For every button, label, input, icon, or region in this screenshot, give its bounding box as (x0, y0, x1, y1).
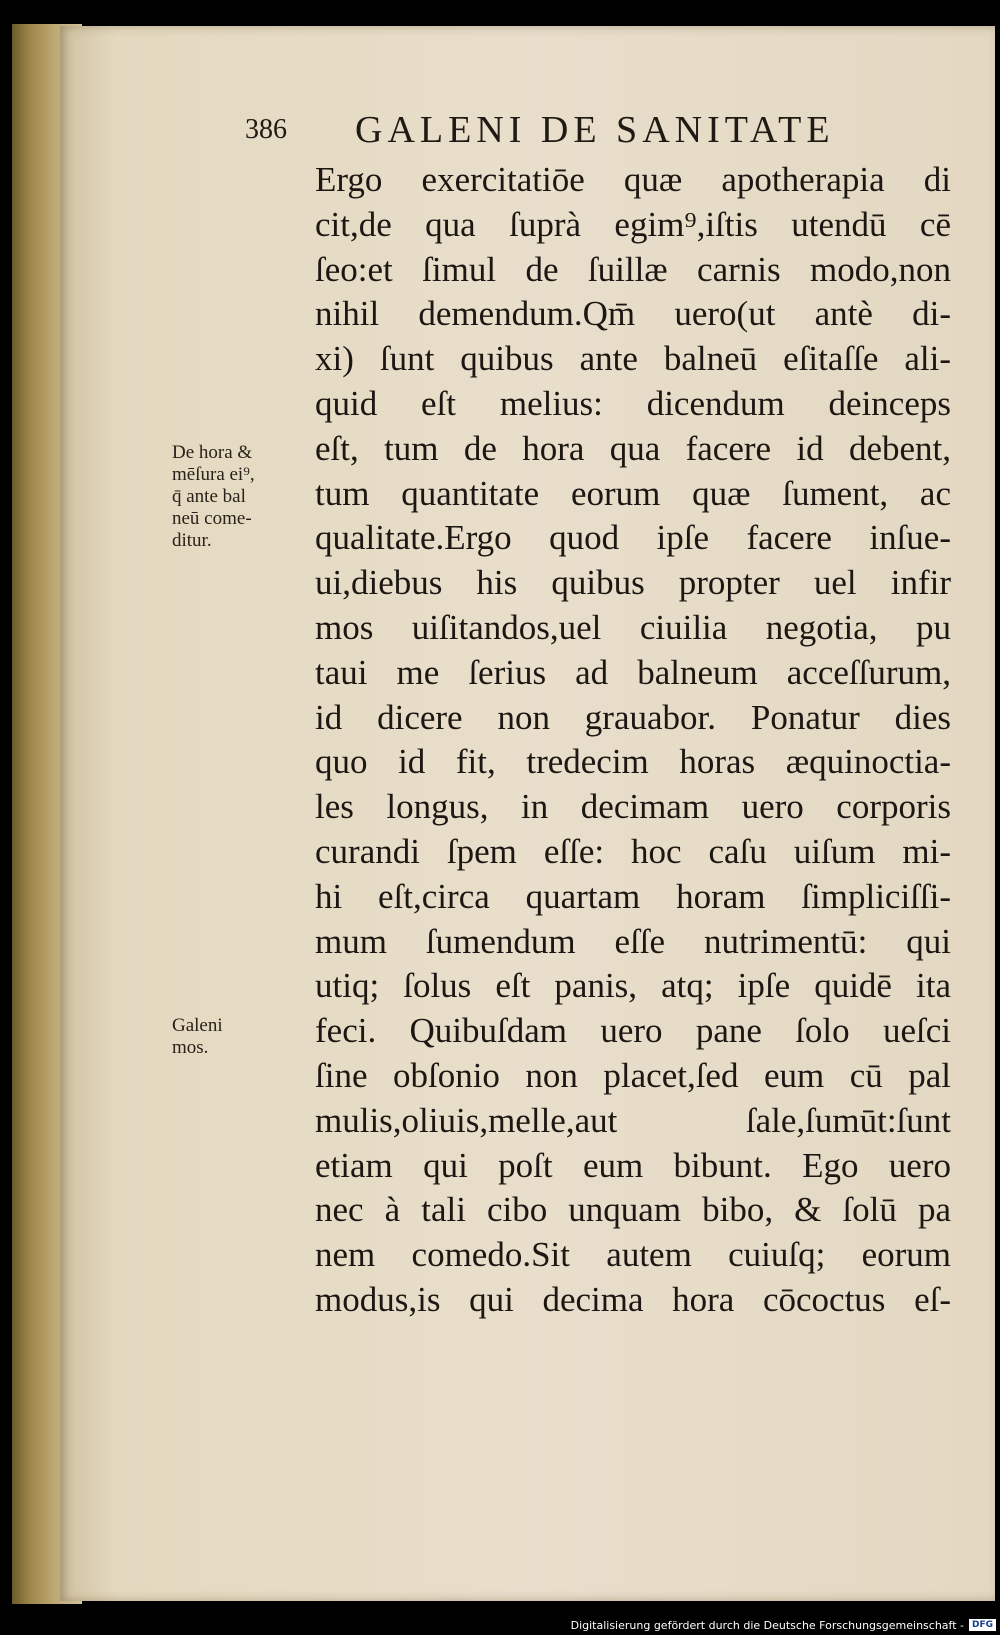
text-line: mulis,oliuis,melle,aut ſale,ſumūt:ſunt (315, 1100, 951, 1140)
text-line: mos uiſitandos,uel ciuilia negotia, pu (315, 607, 951, 647)
text-line: hi eſt,circa quartam horam ſimpliciſſi- (315, 876, 951, 916)
margin-note-line: mēſura ei⁹, (172, 464, 255, 485)
text-line: curandi ſpem eſſe: hoc caſu uiſum mi- (315, 831, 951, 871)
text-line: tum quantitate eorum quæ ſument, ac (315, 473, 951, 513)
text-line: Ergo exercitatiōe quæ apotherapia di (315, 160, 951, 199)
page-number: 386 (245, 114, 287, 145)
margin-note-hora (172, 442, 255, 552)
show-through-text (175, 262, 260, 352)
margin-note-galeni (172, 1015, 223, 1059)
text-line: ui,diebus his quibus propter uel infir (315, 563, 951, 603)
dfg-logo-icon: DFG (969, 1619, 996, 1631)
text-line: nem comedo.Sit autem cuiuſq; eorum (315, 1235, 951, 1275)
text-line: modus,is qui decima hora cōcoctus eſ- (315, 1279, 951, 1319)
margin-note-line: neū come- (172, 508, 252, 529)
text-line: eſt, tum de hora qua facere id debent, (315, 428, 951, 468)
text-line: utiq; ſolus eſt panis, atq; ipſe quidē ita (315, 966, 951, 1006)
body-text (315, 158, 951, 1323)
text-line: id dicere non grauabor. Ponatur dies (315, 697, 951, 737)
text-line: ſine obſonio non placet,ſed eum cū pal (315, 1055, 951, 1095)
digitization-footer (571, 1617, 996, 1633)
text-line: mum ſumendum eſſe nutrimentū: qui (315, 921, 951, 961)
margin-note-line: ditur. (172, 530, 212, 551)
text-line: xi) ſunt quibus ante balneū eſitaſſe ali- (315, 339, 951, 379)
text-line: taui me ſerius ad balneum acceſſurum, (315, 652, 951, 692)
running-title: GALENI DE SANITATE (355, 109, 835, 151)
margin-note-line: Galeni (172, 1015, 223, 1036)
text-line: cit,de qua ſuprà egim⁹,iſtis utendū cē (315, 204, 951, 244)
text-line: nec à tali cibo unquam bibo, & ſolū pa (315, 1190, 951, 1230)
text-line: qualitate.Ergo quod ipſe facere inſue- (315, 518, 951, 558)
footer-credit: Digitalisierung gefördert durch die Deutsche Forschungsgemeinschaft - (570, 1618, 964, 1632)
margin-note-line: mos. (172, 1037, 209, 1058)
margin-note-line: De hora & (172, 442, 253, 463)
margin-note-line: q̄ ante bal (172, 486, 246, 507)
text-line: les longus, in decimam uero corporis (315, 787, 951, 827)
text-line: ſeo:et ſimul de ſuillæ carnis modo,non (315, 249, 951, 289)
page-header (245, 108, 925, 158)
text-line: etiam qui poſt eum bibunt. Ego uero (315, 1145, 951, 1185)
text-line: nihil demendum.Qm̄ uero(ut antè di- (315, 294, 951, 334)
text-line: quid eſt melius: dicendum deinceps (315, 383, 951, 423)
text-line: feci. Quibuſdam uero pane ſolo ueſci (315, 1011, 951, 1051)
text-line: quo id fit, tredecim horas æquinoctia- (315, 742, 951, 782)
